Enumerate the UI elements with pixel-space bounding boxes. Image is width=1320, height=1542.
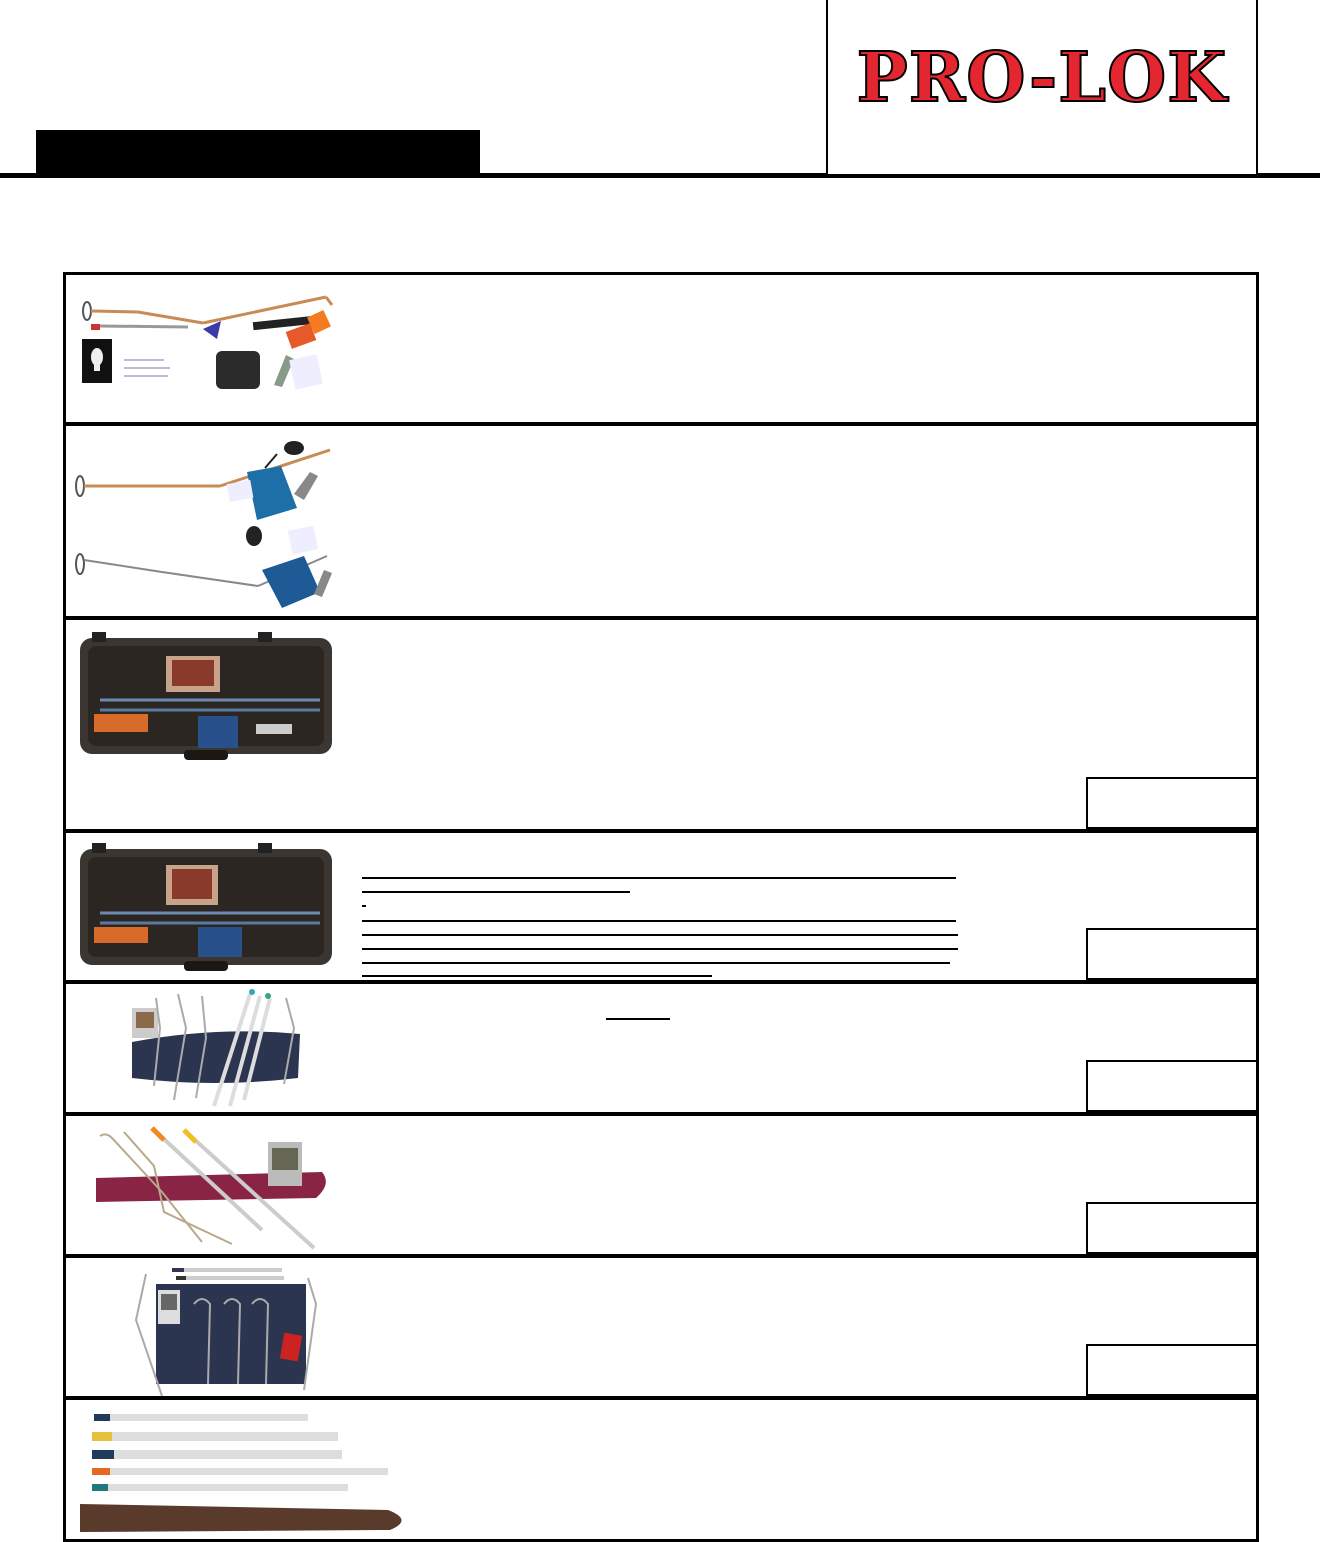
product-image-air-wedge-tools [72, 432, 342, 618]
product-row [66, 426, 1256, 620]
text-underline [362, 975, 712, 977]
text-underline [362, 877, 956, 879]
brand-logo: PRO-LOK [856, 38, 1228, 118]
product-image-hard-case-kit [80, 841, 334, 973]
price-box [1086, 1344, 1256, 1396]
product-row [66, 833, 1256, 984]
logo-box [826, 0, 1258, 174]
product-image-multi-tool-navy-case [132, 1264, 322, 1398]
product-image-rod-set-maroon-pouch [92, 1122, 332, 1256]
product-row [66, 1258, 1256, 1400]
header-title-bar [36, 130, 480, 174]
product-image-rod-set-blue-pouch [126, 988, 306, 1112]
text-underline [362, 920, 956, 922]
product-row [66, 984, 1256, 1116]
product-row [66, 1116, 1256, 1258]
price-box [1086, 777, 1256, 829]
product-image-slim-jim-set [74, 1406, 414, 1540]
product-image-long-reach-kit [78, 283, 348, 391]
text-underline [362, 891, 630, 893]
price-box [1086, 1202, 1256, 1254]
text-underline [362, 934, 958, 936]
price-box [1086, 928, 1256, 980]
product-image-hard-case-kit [80, 630, 334, 766]
product-row [66, 620, 1256, 833]
text-underline [362, 948, 958, 950]
text-underline [362, 905, 366, 907]
text-underline [606, 1018, 670, 1020]
product-row [66, 1400, 1256, 1542]
price-box [1086, 1060, 1256, 1112]
product-row [66, 275, 1256, 426]
text-underline [362, 962, 950, 964]
product-catalog-table [63, 272, 1259, 1542]
